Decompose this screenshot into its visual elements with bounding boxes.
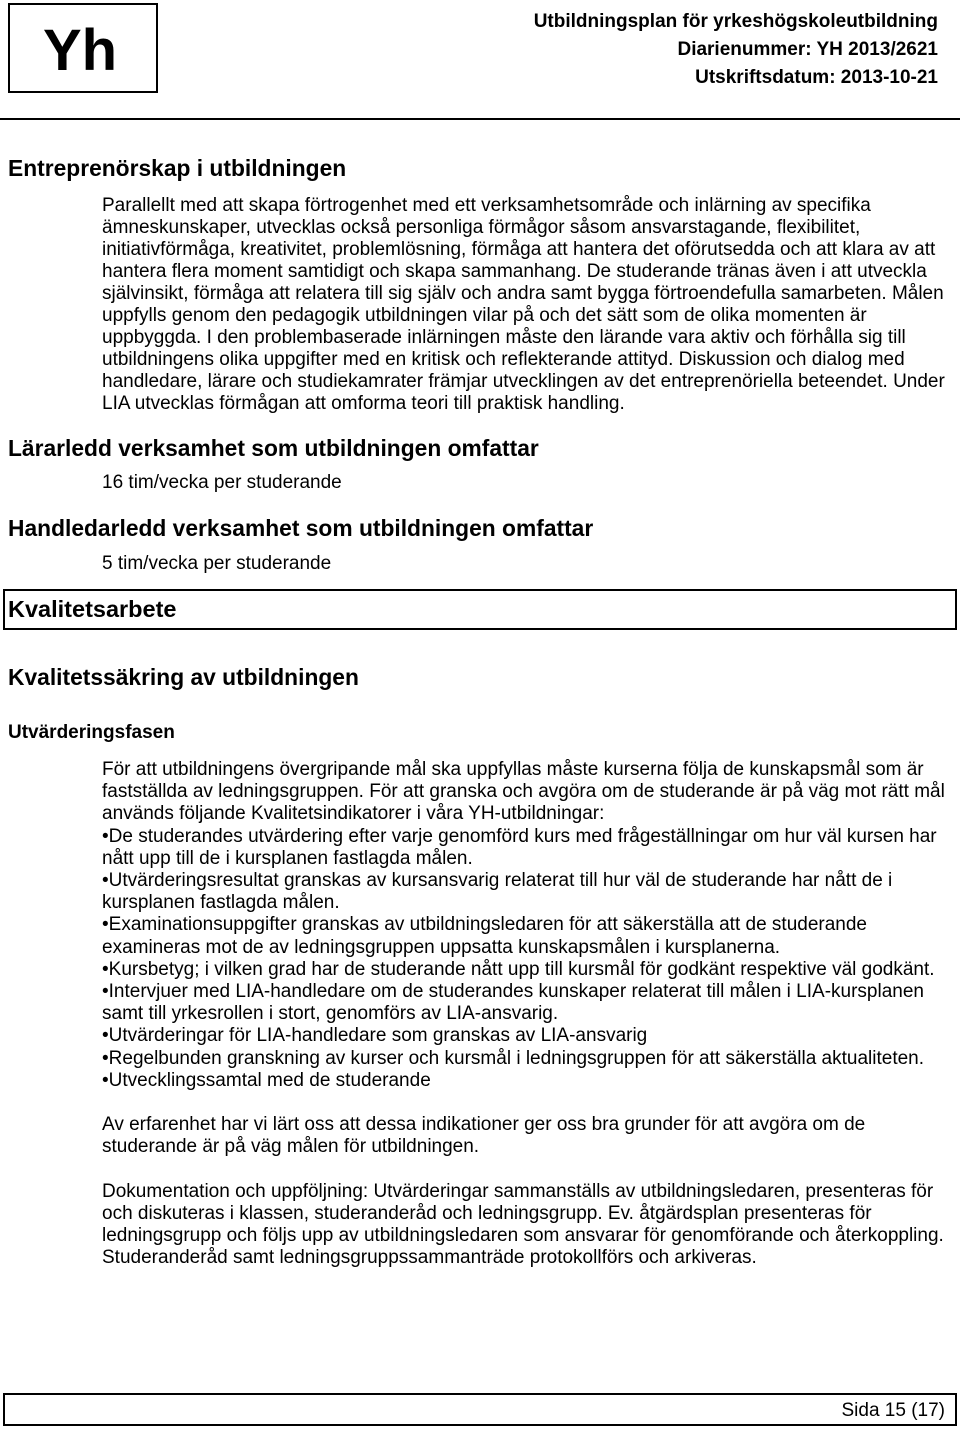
paragraph-line: För att utbildningens övergripande mål ska uppfyllas måste kurserna följa de kunskapsmål som är [102, 759, 924, 780]
paragraph-line: ledningsgrupp och följs upp av utbildningsledaren som ansvarar för genomförande och återkoppling. [102, 1225, 944, 1247]
paragraph-line: självinsikt, förmåga att relatera till sig själv och andra samt bygga förtroendefulla samarbeten. Målen [102, 283, 944, 304]
page-footer [3, 1393, 957, 1426]
section-heading-handledarledd: Handledarledd verksamhet som utbildningen omfattar [8, 515, 594, 541]
paragraph-line: uppfylls genom den pedagogik utbildningen vilar på och det sätt som de olika momenten är [102, 305, 867, 326]
yh-logo [8, 3, 158, 93]
section-heading-kvalitetssakring: Kvalitetssäkring av utbildningen [8, 664, 359, 690]
paragraph-line: fastställda av ledningsgruppen. För att granska och avgöra om de studerande är på väg mot rätt mål [102, 781, 945, 803]
indicator-line: nått upp till de i kursplanen fastlagda målen. [102, 847, 473, 869]
logo-text: Yh [42, 18, 118, 83]
section-heading-lararledd: Lärarledd verksamhet som utbildningen omfattar [8, 435, 539, 461]
quality-indicator-list [102, 826, 945, 1092]
paragraph-line: och diskuteras i klassen, studeranderåd och ledningsgrupp. Ev. åtgärdsplan presenteras för [102, 1203, 872, 1225]
indicator-line: •Utvecklingssamtal med de studerande [102, 1069, 431, 1091]
documentation-paragraph [102, 1181, 945, 1270]
document-title: Utbildningsplan för yrkeshögskoleutbildning [533, 11, 938, 32]
paragraph-line: utbildningens olika uppgifter med en kritisk och reflekterande attityd. Diskussion och dialog med [102, 349, 905, 370]
paragraph-line: Dokumentation och uppföljning: Utvärderingar sammanställs av utbildningsledaren, presenteras för [102, 1180, 934, 1202]
indicator-line: •Utvärderingsresultat granskas av kursansvarig relaterat till hur väl de studerande har nått de i [102, 870, 893, 892]
paragraph-line: används följande Kvalitetsindikatorer i våra YH-utbildningar: [102, 803, 605, 825]
paragraph-line: Studeranderåd samt ledningsgruppssammanträde protokollförs och arkiveras. [102, 1247, 757, 1269]
diarienummer: Diarienummer: YH 2013/2621 [677, 39, 938, 60]
handledarledd-hours: 5 tim/vecka per studerande [102, 553, 332, 574]
kvalitetssakring-body [102, 759, 945, 1270]
section-heading-kvalitetsarbete: Kvalitetsarbete [8, 596, 177, 622]
quality-indicator-item [102, 959, 945, 981]
indicator-line: •Intervjuer med LIA-handledare om de studerandes kunskaper relaterat till målen i LIA-kursplanen [102, 981, 924, 1003]
entreprenorskap-paragraph [102, 195, 945, 415]
quality-indicator-item [102, 870, 945, 914]
experience-paragraph [102, 1114, 945, 1158]
quality-indicator-item [102, 914, 945, 958]
header-divider [0, 118, 960, 120]
quality-indicator-item [102, 1070, 945, 1092]
quality-indicator-item [102, 981, 945, 1025]
quality-indicator-item [102, 826, 945, 870]
section-heading-entreprenorskap: Entreprenörskap i utbildningen [8, 155, 347, 181]
paragraph-line: uppbyggda. I den problembaserade inlärningen måste den lärande vara aktiv och förhålla sig till [102, 327, 906, 348]
paragraph-line: LIA utvecklas förmågan att omforma teori till praktisk handling. [102, 393, 625, 414]
kvalitetsarbete-banner [3, 589, 957, 630]
page-number: Sida 15 (17) [841, 1400, 945, 1421]
paragraph-line: studerande är på väg målen för utbildningen. [102, 1136, 480, 1158]
subheading-utvarderingsfasen: Utvärderingsfasen [8, 722, 175, 743]
print-date: Utskriftsdatum: 2013-10-21 [695, 67, 938, 88]
indicator-line: •Kursbetyg; i vilken grad har de studerande nått upp till kursmål för godkänt respektive väl godkänt. [102, 958, 935, 980]
paragraph-line: hantera flera moment samtidigt och skapa sammanhang. De studerande tränas även i att utveckla [102, 261, 927, 282]
paragraph-line: initiativförmåga, kreativitet, problemlösning, förmåga att hantera det oförutsedda och att klara av att [102, 239, 936, 260]
indicator-line: •Examinationsuppgifter granskas av utbildningsledaren för att säkerställa att de studerande [102, 914, 867, 936]
indicator-line: examineras mot de av ledningsgruppen uppsatta kunskapsmålen i kursplanerna. [102, 936, 781, 958]
paragraph-line: ämneskunskaper, utvecklas också personliga förmågor såsom ansvarstagande, flexibilitet, [102, 217, 861, 238]
lararledd-hours: 16 tim/vecka per studerande [102, 472, 342, 493]
indicator-line: •Utvärderingar för LIA-handledare som granskas av LIA-ansvarig [102, 1025, 648, 1047]
paragraph-line: Av erfarenhet har vi lärt oss att dessa indikationer ger oss bra grunder för att avgöra om de [102, 1114, 866, 1136]
indicator-line: kursplanen fastlagda målen. [102, 892, 340, 914]
quality-indicator-item [102, 1048, 945, 1070]
indicator-line: •Regelbunden granskning av kurser och kursmål i ledningsgruppen för att säkerställa aktualiteten. [102, 1047, 925, 1069]
indicator-line: samt till yrkesrollen i stort, genomförs av LIA-ansvarig. [102, 1003, 559, 1025]
quality-indicator-item [102, 1025, 945, 1047]
paragraph-line: handledare, lärare och studiekamrater främjar utvecklingen av det entreprenöriella beteendet. Under [102, 371, 945, 392]
indicator-line: •De studerandes utvärdering efter varje genomförd kurs med frågeställningar om hur väl kursen har [102, 825, 937, 847]
intro-paragraph [102, 759, 945, 826]
paragraph-line: Parallellt med att skapa förtrogenhet med ett verksamhetsområde och inlärning av specifika [102, 195, 871, 216]
header-meta [534, 8, 938, 92]
